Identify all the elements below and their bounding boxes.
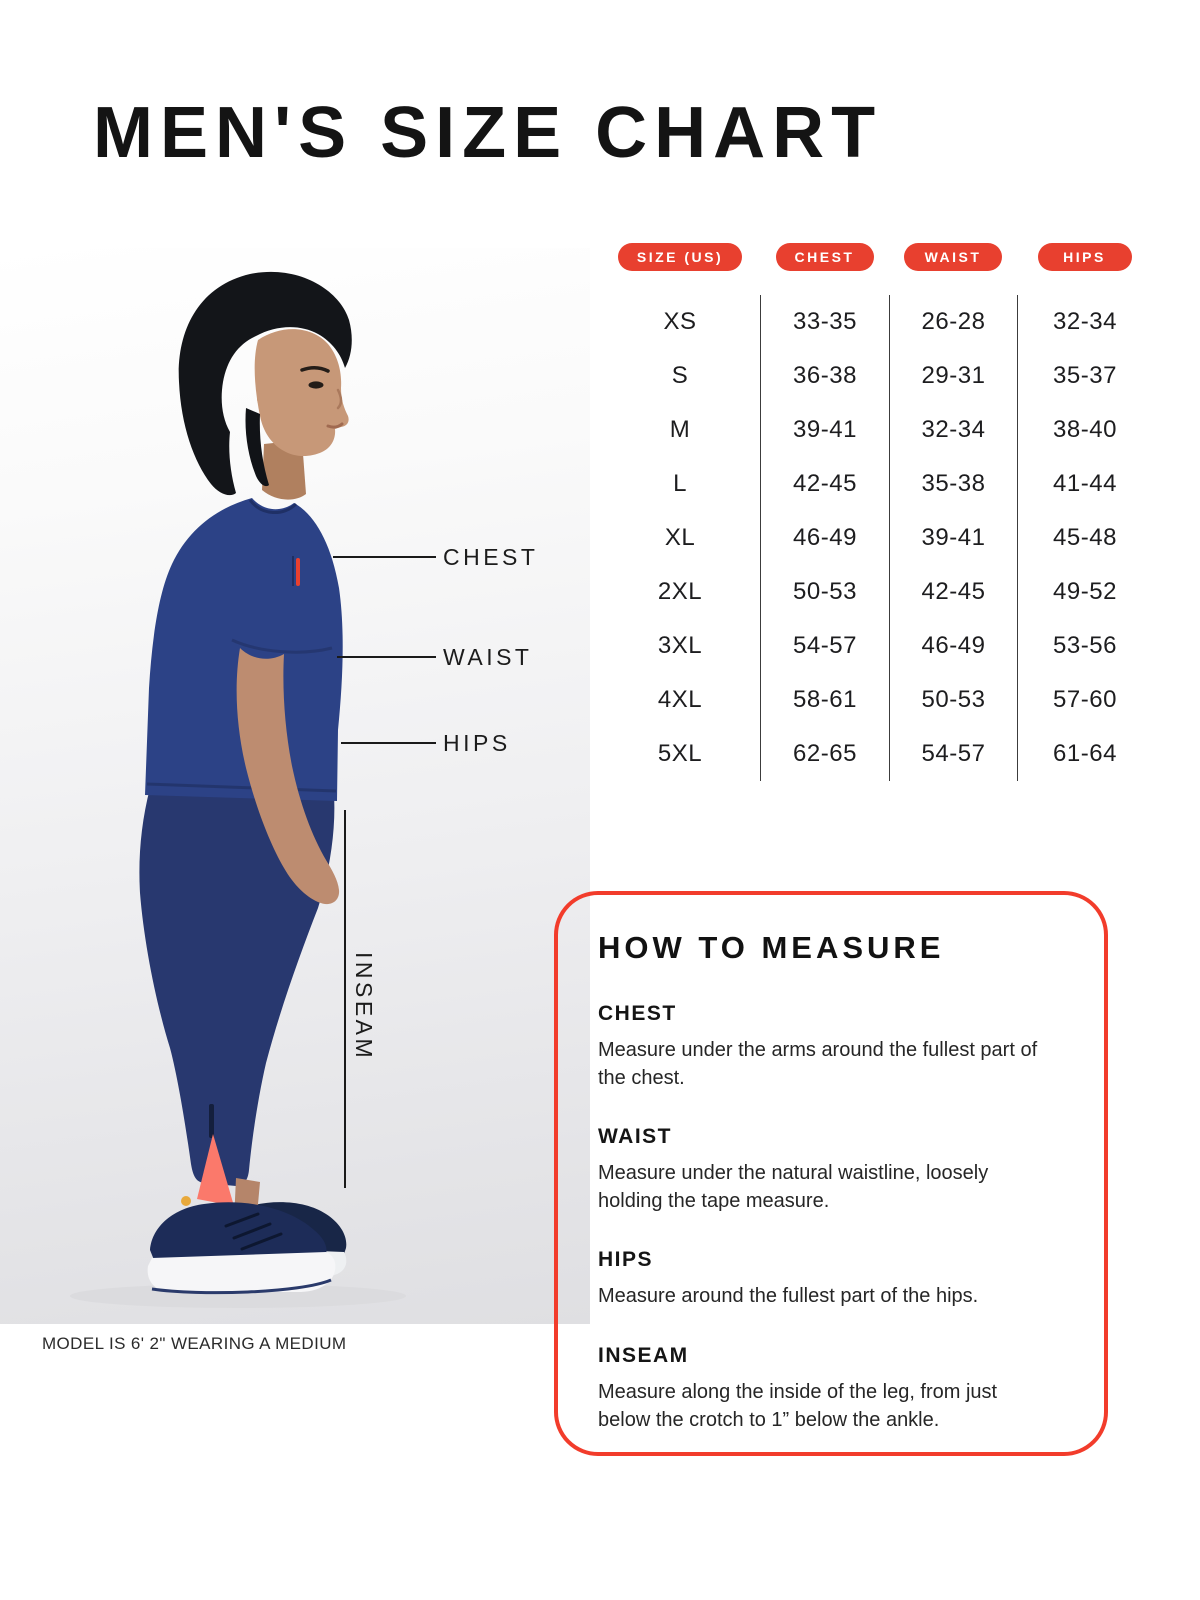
waist-label: WAIST <box>443 644 533 670</box>
measure-section-heading: HIPS <box>598 1248 654 1272</box>
chest-leader-line <box>333 556 436 558</box>
size-table-rows <box>600 295 1152 781</box>
inseam-label: INSEAM <box>351 952 377 1062</box>
size-label-cell: S <box>671 362 689 389</box>
header-pill-chest: CHEST <box>776 243 874 271</box>
size-label-cell: 4XL <box>657 686 703 713</box>
how-to-measure-title: HOW TO MEASURE <box>598 930 945 965</box>
size-value-cell: 42-45 <box>889 565 1017 619</box>
measure-section-chest <box>598 1002 1064 1092</box>
size-value-cell: 35-38 <box>889 457 1017 511</box>
chest-label: CHEST <box>443 544 539 570</box>
size-value-cell: 50-53 <box>889 673 1017 727</box>
size-value-cell: 62-65 <box>760 727 889 781</box>
size-value-cell: 26-28 <box>889 295 1017 349</box>
table-row <box>600 619 1152 673</box>
size-label-cell: 2XL <box>657 578 703 605</box>
header-pill-hips: HIPS <box>1038 243 1132 271</box>
header-pill-waist: WAIST <box>904 243 1002 271</box>
measure-section-body: Measure around the fullest part of the hips. <box>598 1285 979 1308</box>
size-value-cell: 39-41 <box>889 511 1017 565</box>
measure-section-heading: CHEST <box>598 1002 677 1025</box>
hips-leader-line <box>341 742 436 744</box>
inseam-leader-line <box>344 810 346 1188</box>
size-value-cell: 54-57 <box>889 727 1017 781</box>
table-row <box>600 349 1152 403</box>
size-value-cell: 35-37 <box>1017 349 1152 403</box>
size-label-cell: XL <box>664 524 696 551</box>
size-value-cell: 46-49 <box>889 619 1017 673</box>
table-row <box>600 511 1152 565</box>
table-row <box>600 295 1152 349</box>
page-title: MEN'S SIZE CHART <box>93 93 883 173</box>
size-label-cell: 3XL <box>657 632 703 659</box>
size-value-cell: 50-53 <box>760 565 889 619</box>
size-value-cell: 38-40 <box>1017 403 1152 457</box>
size-value-cell: 41-44 <box>1017 457 1152 511</box>
measure-section-inseam <box>598 1344 1064 1434</box>
size-value-cell: 54-57 <box>760 619 889 673</box>
size-value-cell: 32-34 <box>1017 295 1152 349</box>
measure-section-body: Measure under the arms around the fullest part of the chest. <box>598 1039 1038 1089</box>
size-value-cell: 49-52 <box>1017 565 1152 619</box>
waist-leader-line <box>337 656 436 658</box>
size-value-cell: 53-56 <box>1017 619 1152 673</box>
size-value-cell: 32-34 <box>889 403 1017 457</box>
size-value-cell: 39-41 <box>760 403 889 457</box>
size-value-cell: 45-48 <box>1017 511 1152 565</box>
table-row <box>600 727 1152 781</box>
header-pill-size: SIZE (US) <box>618 243 742 271</box>
table-row <box>600 457 1152 511</box>
size-label-cell: XS <box>663 308 697 335</box>
measure-section-body: Measure under the natural waistline, loosely holding the tape measure. <box>598 1162 989 1212</box>
size-label-cell: L <box>673 470 687 497</box>
measure-section-heading: WAIST <box>598 1125 672 1149</box>
hips-label: HIPS <box>443 730 511 756</box>
size-value-cell: 46-49 <box>760 511 889 565</box>
size-table <box>600 243 1152 781</box>
table-row <box>600 565 1152 619</box>
size-label-cell: M <box>669 416 691 443</box>
measure-section-waist <box>598 1125 1064 1215</box>
size-value-cell: 58-61 <box>760 673 889 727</box>
size-value-cell: 36-38 <box>760 349 889 403</box>
model-illustration <box>0 248 590 1324</box>
size-table-header-row <box>600 243 1152 271</box>
size-value-cell: 57-60 <box>1017 673 1152 727</box>
model-photo <box>0 248 590 1324</box>
size-value-cell: 29-31 <box>889 349 1017 403</box>
how-to-measure-box <box>554 891 1108 1456</box>
measure-section-body: Measure along the inside of the leg, from just below the crotch to 1” below the ankle. <box>598 1380 998 1431</box>
table-row <box>600 403 1152 457</box>
size-value-cell: 33-35 <box>760 295 889 349</box>
measure-section-hips <box>598 1248 1064 1311</box>
size-value-cell: 42-45 <box>760 457 889 511</box>
model-caption: MODEL IS 6' 2" WEARING A MEDIUM <box>42 1334 347 1353</box>
table-row <box>600 673 1152 727</box>
size-label-cell: 5XL <box>657 740 703 767</box>
measure-section-heading: INSEAM <box>598 1343 689 1367</box>
size-value-cell: 61-64 <box>1017 727 1152 781</box>
